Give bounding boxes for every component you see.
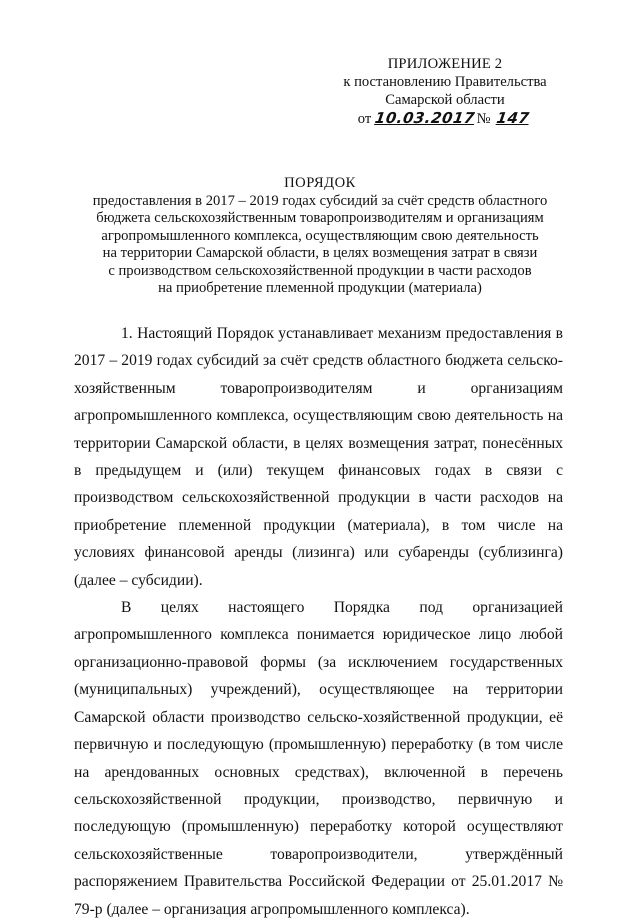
paragraph-1: 1. Настоящий Порядок устанавливает механизм предоставления в 2017 – 2019 годах субсидий за счёт средств областного бюджета сельско-хозяйственным товаропроизводителям и организациям агропромышленного комплекса, осуществляющим свою деятельность на территории Самарской области, в целях возмещения затрат, понесённых в предыдущем и (или) текущем финансовых годах в связи с производством сельскохозяйственной продукции в части расходов на приобретение племенной продукции (материала), в том числе на условиях финансовой аренды (лизинга) или субаренды (сублизинга) (далее – субсидии).	[74, 325, 563, 589]
number-prefix: №	[476, 111, 491, 127]
order-subtitle-line: на территории Самарской области, в целях возмещения затрат в связи	[102, 245, 538, 261]
order-subtitle-line: агропромышленного комплекса, осуществляющим свою деятельность	[101, 227, 539, 244]
order-subtitle-line: с производством сельскохозяйственной продукции в части расходов	[108, 262, 532, 279]
appendix-title: ПРИЛОЖЕНИЕ 2	[387, 56, 503, 72]
order-subtitle-line: бюджета сельскохозяйственным товаропроизводителям и организациям	[96, 210, 544, 226]
order-subtitle-line: на приобретение племенной продукции (материала)	[158, 280, 482, 296]
handwritten-number: 147	[495, 109, 531, 127]
order-heading	[60, 175, 580, 298]
order-subtitle-line: предоставления в 2017 – 2019 годах субсидий за счёт средств областного	[92, 192, 548, 209]
body-text	[74, 320, 563, 923]
paragraph-2: В целях настоящего Порядка под организацией агропромышленного комплекса понимается юридическое лицо любой организационно-правовой формы (за исключением государственных (муниципальных) учреждений), осуществляющее на территории Самарской области производство сельско-хозяйственной продукции, её первичную и последующую (промышленную) переработку (в том числе на арендованных основных средствах), включенной в перечень сельскохозяйственной продукции, производство, первичную и последующую (промышленную) переработку которой осуществляют сельскохозяйственные товаропроизводители, утверждённый распоряжением Правительства Российской Федерации от 25.01.2017 № 79-р (далее – организация агропромышленного комплекса).	[74, 599, 563, 918]
appendix-header	[330, 55, 560, 128]
appendix-line-1: к постановлению Правительства	[343, 74, 547, 90]
date-prefix: от	[357, 111, 372, 127]
order-title: ПОРЯДОК	[284, 175, 356, 191]
appendix-line-2: Самарской области	[385, 92, 505, 108]
handwritten-date: 10.03.2017	[373, 109, 477, 127]
appendix-date-line	[330, 109, 560, 128]
